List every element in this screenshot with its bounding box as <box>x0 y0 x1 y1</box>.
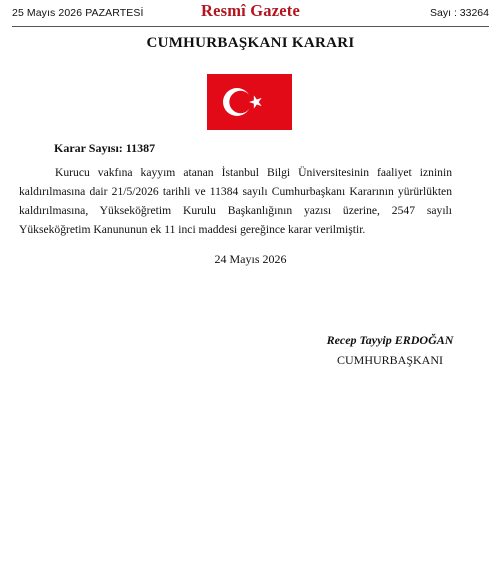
header-date: 25 Mayıs 2026 PAZARTESİ <box>12 7 144 19</box>
gazette-header <box>12 0 489 27</box>
signer-title: CUMHURBAŞKANI <box>336 353 443 367</box>
signer-name: Recep Tayyip ERDOĞAN <box>326 333 454 347</box>
decision-title: CUMHURBAŞKANI KARARI <box>146 35 355 51</box>
issue-number: Sayı : 33264 <box>430 7 489 19</box>
turkish-flag-icon <box>207 74 292 130</box>
decision-date: 24 Mayıs 2026 <box>214 252 287 266</box>
decision-number: Karar Sayısı: 11387 <box>54 141 156 155</box>
decision-body: Kurucu vakfına kayyım atanan İstanbul Bilgi Üniversitesinin faaliyet izninin kaldırılmasına dair 21/5/2026 tarihli ve 11384 sayılı Cumhurbaşkanı Kararının yürürlükten kaldırılmasına, Yükseköğretim Kurulu Başkanlığının yazısı üzerine, 2547 sayılı Yükseköğretim Kanununun ek 11 inci maddesi gereğince karar verilmiştir. <box>19 166 452 236</box>
gazette-name: Resmî Gazete <box>200 1 301 20</box>
